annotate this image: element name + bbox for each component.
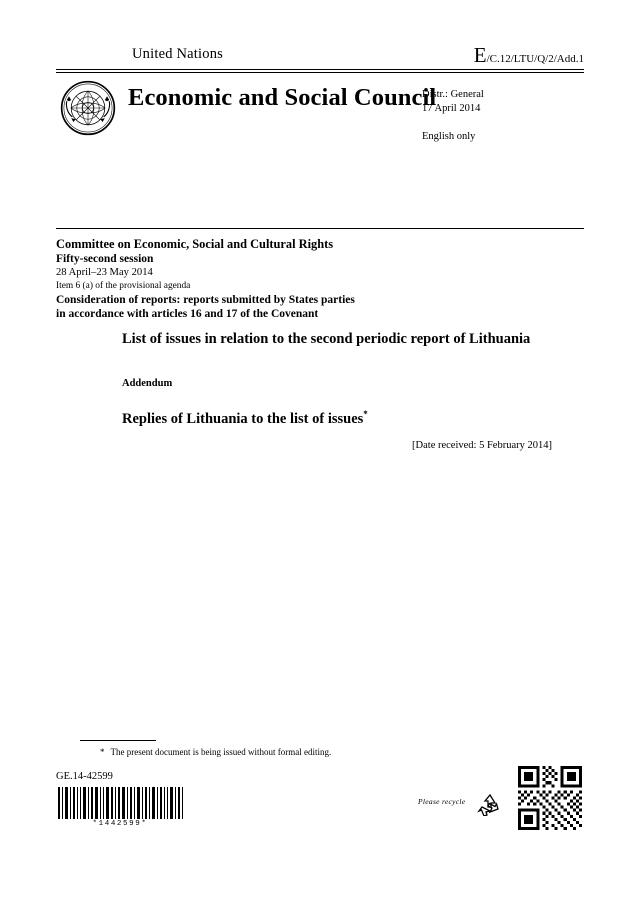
committee-name: Committee on Economic, Social and Cultural Rights — [56, 237, 334, 251]
language-note: English only — [422, 131, 476, 142]
document-code: GE.14-42599 — [56, 771, 113, 782]
organization-name: United Nations — [132, 46, 223, 62]
council-title: Economic and Social Council — [128, 84, 437, 111]
qr-code — [518, 766, 582, 830]
agenda-topic-line2: in accordance with articles 16 and 17 of the Covenant — [56, 307, 319, 320]
masthead-top-row — [56, 43, 584, 68]
symbol-rest: /C.12/LTU/Q/2/Add.1 — [486, 53, 584, 65]
barcode-number: *1442599* — [92, 820, 148, 828]
footnote-divider — [80, 740, 156, 741]
document-subtitle: Addendum — [122, 378, 173, 389]
footnote-marker: * — [100, 747, 105, 757]
body-divider — [56, 228, 584, 229]
recycle-icon — [418, 790, 508, 816]
document-title: List of issues in relation to the second periodic report of Lithuania — [122, 331, 531, 347]
document-date: 17 April 2014 — [422, 103, 481, 114]
agenda-item: Item 6 (a) of the provisional agenda — [56, 280, 191, 291]
section-title — [122, 409, 368, 428]
barcode — [56, 787, 184, 819]
masthead-rule-thin — [56, 72, 584, 73]
committee-session: Fifty-second session — [56, 253, 154, 265]
footnote-text: The present document is being issued without formal editing. — [110, 747, 332, 757]
masthead-rule-thick — [56, 69, 584, 70]
section-title-marker: * — [363, 409, 368, 419]
distribution-block — [422, 88, 484, 116]
distribution-type: Distr.: General — [422, 89, 484, 100]
recycle-label: Please recycle — [418, 797, 466, 806]
un-emblem-icon — [60, 80, 116, 136]
date-received: [Date received: 5 February 2014] — [412, 440, 552, 451]
committee-block — [56, 236, 456, 321]
committee-session-dates: 28 April–23 May 2014 — [56, 267, 153, 278]
document-symbol — [474, 43, 584, 68]
footnote — [100, 747, 331, 757]
section-title-text: Replies of Lithuania to the list of issues — [122, 410, 364, 427]
masthead — [56, 43, 584, 156]
symbol-prefix: E — [473, 43, 487, 67]
agenda-topic-line1: Consideration of reports: reports submitted by States parties — [56, 293, 355, 306]
